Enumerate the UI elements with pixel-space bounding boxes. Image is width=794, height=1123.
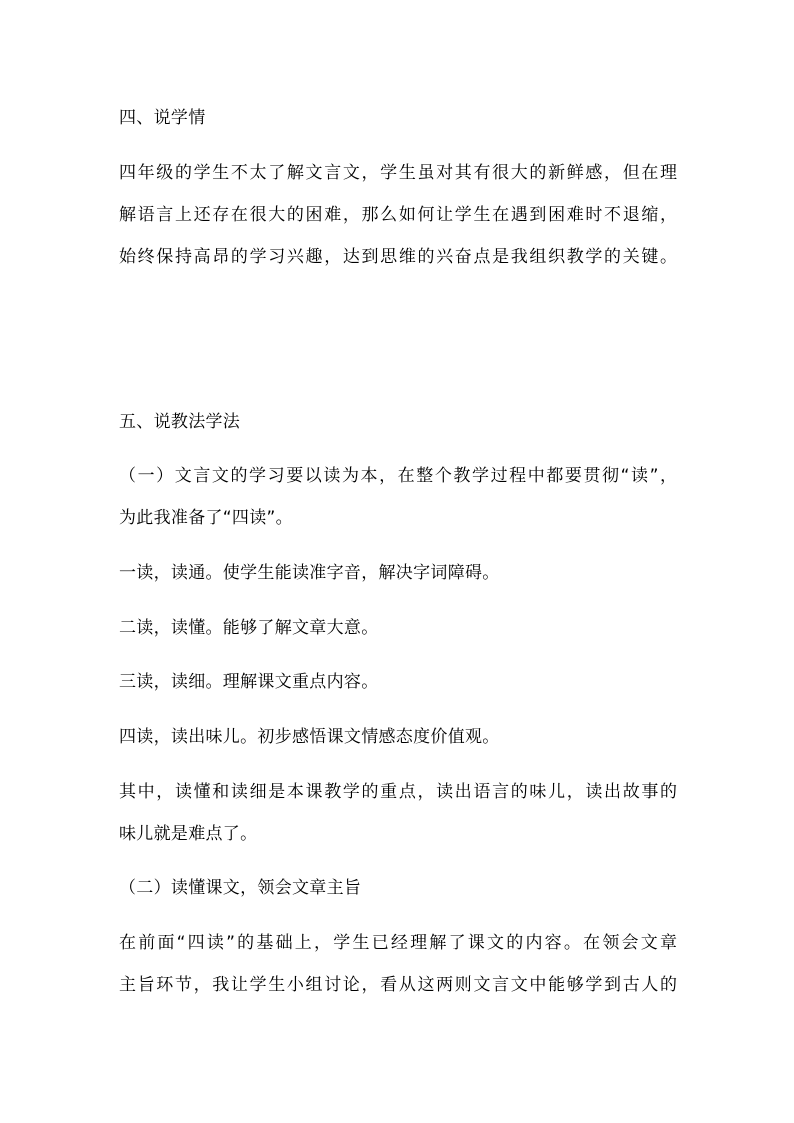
reading-step-4: 四读，读出味儿。初步感悟课文情感态度价值观。 [119, 727, 500, 747]
subsection-2-line-1: 在前面“四读”的基础上，学生已经理解了课文的内容。在领会文章 [119, 933, 677, 953]
focus-paragraph-line-1: 其中，读懂和读细是本课教学的重点，读出语言的味儿，读出故事的 [119, 782, 677, 802]
reading-step-3: 三读，读细。理解课文重点内容。 [119, 672, 379, 692]
subsection-1-line-1: （一）文言文的学习要以读为本，在整个教学过程中都要贯彻“读”， [119, 466, 677, 486]
section-4-heading: 四、说学情 [119, 108, 206, 128]
subsection-2-line-2: 主旨环节，我让学生小组讨论，看从这两则文言文中能够学到古人的 [119, 975, 677, 995]
reading-step-2: 二读，读懂。能够了解文章大意。 [119, 618, 379, 638]
subsection-2-heading: （二）读懂课文，领会文章主旨 [119, 878, 362, 898]
section-4-paragraph-line-2: 解语言上还存在很大的困难，那么如何让学生在遇到困难时不退缩， [119, 205, 677, 225]
subsection-1-line-2: 为此我准备了“四读”。 [119, 508, 293, 528]
section-5-heading: 五、说教法学法 [119, 412, 241, 432]
focus-paragraph-line-2: 味儿就是难点了。 [119, 824, 258, 844]
reading-step-1: 一读，读通。使学生能读准字音，解决字词障碍。 [119, 563, 500, 583]
section-4-paragraph-line-3: 始终保持高昂的学习兴趣，达到思维的兴奋点是我组织教学的关键。 [119, 247, 677, 267]
section-4-paragraph-line-1: 四年级的学生不太了解文言文，学生虽对其有很大的新鲜感，但在理 [119, 163, 677, 183]
